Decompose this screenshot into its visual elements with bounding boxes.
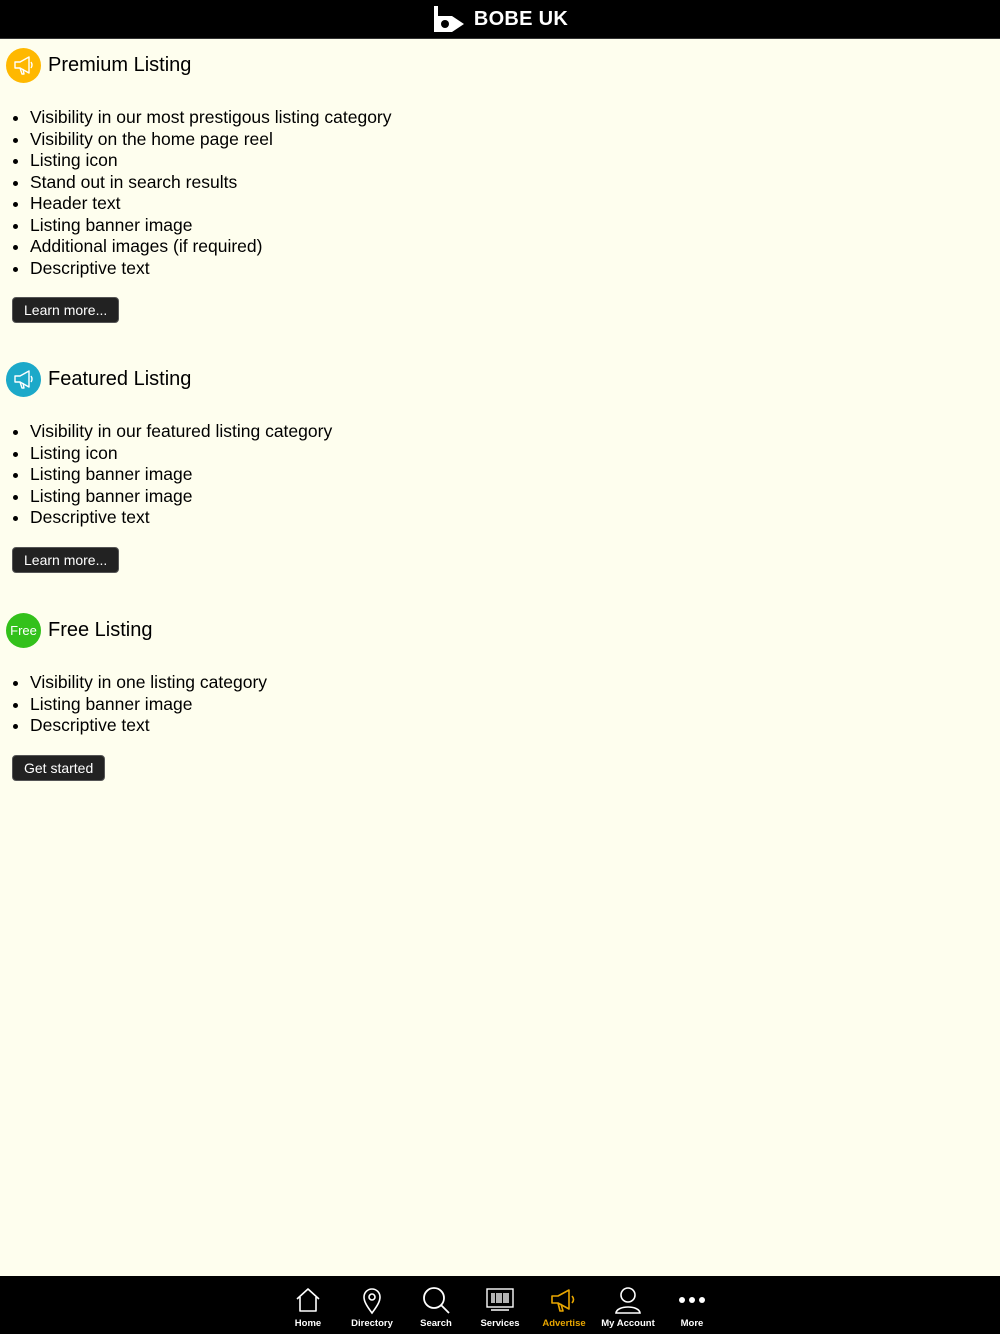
section-title: Free Listing: [48, 618, 153, 641]
tab-search[interactable]: [404, 1276, 468, 1334]
list-item: • Listing banner image: [30, 694, 1000, 716]
list-item: • Visibility on the home page reel: [30, 129, 1000, 151]
brand: [432, 4, 568, 34]
home-icon: [293, 1285, 323, 1315]
free-badge: [6, 613, 41, 648]
top-bar: [0, 0, 1000, 39]
list-item: • Descriptive text: [30, 507, 1000, 529]
list-item: • Descriptive text: [30, 715, 1000, 737]
tab-label: Directory: [351, 1318, 393, 1329]
more-icon: [677, 1285, 707, 1315]
tab-services[interactable]: [468, 1276, 532, 1334]
list-item: • Additional images (if required): [30, 236, 1000, 258]
section-header: [0, 359, 1000, 399]
list-item: • Listing banner image: [30, 486, 1000, 508]
app-title: BOBE UK: [473, 7, 569, 30]
tab-my-account[interactable]: [596, 1276, 660, 1334]
megaphone-icon: [6, 362, 41, 397]
list-item: • Visibility in our featured listing category: [30, 421, 1000, 443]
feature-list: [30, 421, 1000, 529]
section-title: Featured Listing: [48, 367, 192, 390]
tab-label: My Account: [601, 1318, 655, 1329]
tab-home[interactable]: [276, 1276, 340, 1334]
tab-label: Home: [294, 1318, 322, 1329]
feature-list: [30, 107, 1000, 279]
user-icon: [613, 1285, 643, 1315]
tab-label: Advertise: [542, 1318, 586, 1329]
tab-label: Services: [480, 1318, 520, 1329]
get-started-button[interactable]: Get started: [12, 755, 105, 781]
section-header: [0, 610, 1000, 650]
list-item: • Listing icon: [30, 443, 1000, 465]
free-listing-section: [0, 610, 1000, 781]
barcode-icon: [485, 1285, 515, 1315]
tab-bar: [0, 1276, 1000, 1334]
feature-list: [30, 672, 1000, 737]
megaphone-icon: [6, 48, 41, 83]
list-item: • Visibility in one listing category: [30, 672, 1000, 694]
premium-learn-more-button[interactable]: Learn more...: [12, 297, 119, 323]
featured-listing-section: [0, 359, 1000, 573]
bobe-logo-icon: [432, 4, 466, 34]
list-item: • Listing banner image: [30, 215, 1000, 237]
list-item: • Descriptive text: [30, 258, 1000, 280]
tab-directory[interactable]: [340, 1276, 404, 1334]
badge-label: Free: [10, 622, 37, 638]
featured-learn-more-button[interactable]: Learn more...: [12, 547, 119, 573]
map-pin-icon: [357, 1285, 387, 1315]
megaphone-icon: [549, 1285, 579, 1315]
section-title: Premium Listing: [48, 53, 192, 76]
list-item: • Listing banner image: [30, 464, 1000, 486]
search-icon: [421, 1285, 451, 1315]
list-item: • Listing icon: [30, 150, 1000, 172]
section-header: [0, 45, 1000, 85]
list-item: • Stand out in search results: [30, 172, 1000, 194]
tab-label: Search: [420, 1318, 452, 1329]
tab-advertise[interactable]: [532, 1276, 596, 1334]
list-item: • Visibility in our most prestigous listing category: [30, 107, 1000, 129]
list-item: • Header text: [30, 193, 1000, 215]
tab-more[interactable]: [660, 1276, 724, 1334]
tab-label: More: [680, 1318, 704, 1329]
premium-listing-section: [0, 45, 1000, 323]
